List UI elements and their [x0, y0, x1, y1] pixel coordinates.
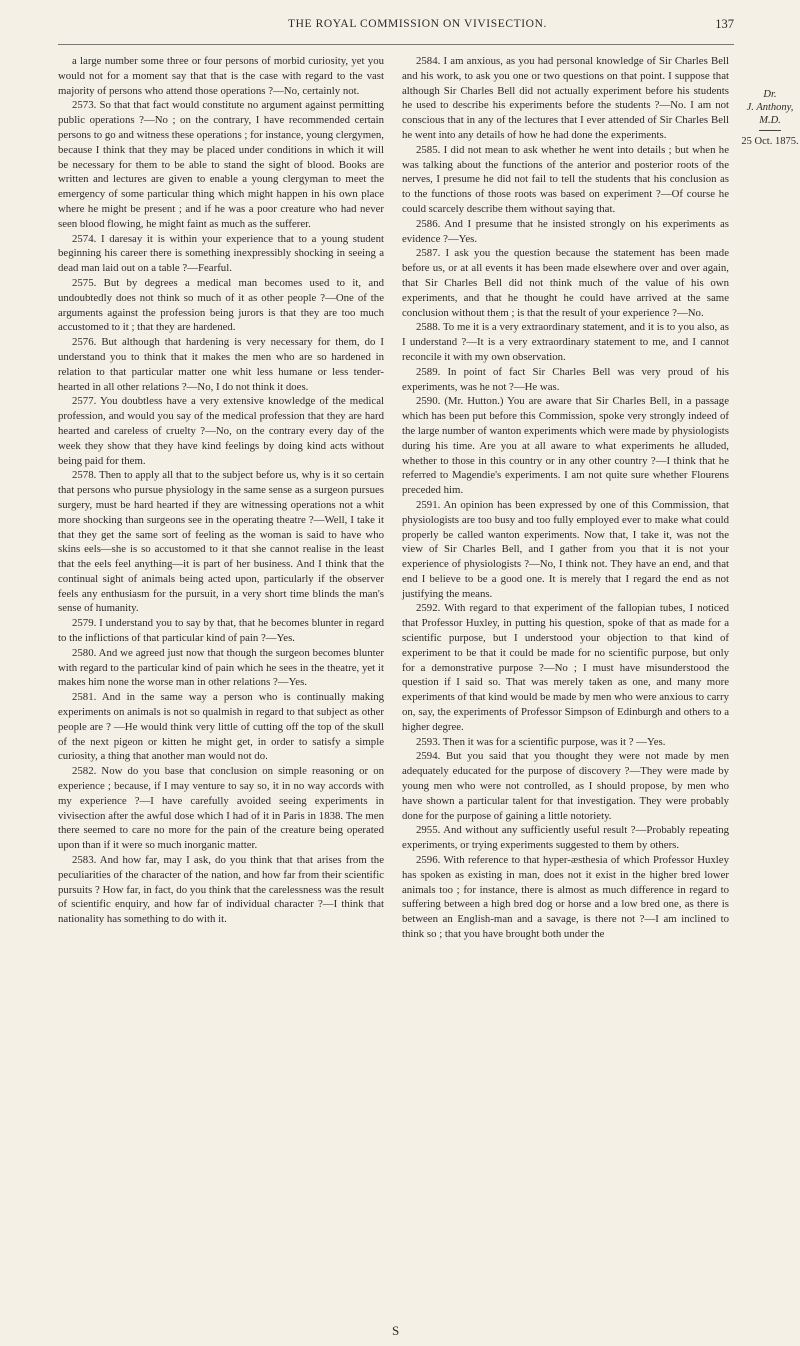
paragraph: 2588. To me it is a very extraordinary statement, and it is to you also, as I understand ?—It is a very extraordinary statement to me, and I cannot reconcile it with my own observation.: [402, 321, 729, 363]
paragraph: 2582. Now do you base that conclusion on simple reasoning or on experience ; because, if I may venture to say so, it in no way accords with my experience ?—I have carefully avoided seeing experiments in vivisection after the awful dose which I had of it in Paris in 1838. The men there seemed to care no more for the pain of the creature being operated upon than if it were so much inorganic matter.: [58, 765, 384, 852]
right-column: [402, 54, 729, 942]
paragraph: 2578. Then to apply all that to the subject before us, why is it so certain that persons who pursue physiology in the same sense as a surgeon pursues surgery, must be hard hearted if they are witnessing operations not a whit more shocking than surgeons see in the operating theatre ?—Well, I take it that they get the same sort of feeling as the woman is said to have who skins eels—she is so accustomed to it that she cannot realise in the least that the eels feel anything—it is part of her business. And I think that the continual sight of animals being acted upon, particularly if the observer feels any enthusiasm for the pursuit, in a very short time blinds the man's sense of humanity.: [58, 469, 384, 615]
paragraph: 2580. And we agreed just now that though the surgeon becomes blunter with regard to the particular kind of pain which he sees in the theatre, yet it makes him none the worse man in other relations ?—Yes.: [58, 646, 384, 689]
paragraph: 2579. I understand you to say by that, that he becomes blunter in regard to the inflictions of that particular kind of pain ?—Yes.: [58, 617, 384, 645]
paragraph: 2592. With regard to that experiment of the fallopian tubes, I noticed that Professor Huxley, in putting his question, spoke of that as made for a scientific purpose, but I understood your objection to that kind of experiment to be that it could be made for no scientific purpose, but only for a demonstrative purpose ?—No ; I must have misunderstood the question if I said so. That was merely taken as one, and many more experiments of that kind would be made by men who were anxious to carry on, say, the experiments of Professor Simpson of Edinburgh and others to a higher degree.: [402, 602, 729, 733]
witness-name: J. Anthony,: [746, 102, 794, 113]
signature-mark: S: [392, 1323, 400, 1338]
paragraph: 2574. I daresay it is within your experience that to a young student beginning his career there is something inexpressibly shocking in seeing a dead man laid out on a table ?—Fearful.: [58, 232, 384, 275]
paragraph: 2593. Then it was for a scientific purpose, was it ? —Yes.: [416, 735, 666, 748]
paragraph: 2591. An opinion has been expressed by one of this Commission, that physiologists are too busy and too fully employed ever to make what could properly be called wanton experiments. Now that, I take it, was not the view of Sir Charles Bell, and I gather from you that it is not your experience of physiologists ?—No, I think not. They have an end, and that end I believe to be a good one. It is merely that I regard the end as not justifying the means.: [402, 498, 729, 600]
paragraph: 2596. With reference to that hyper-æsthesia of which Professor Huxley has spoken as existing in man, does not it exist in the higher bred lower animals too ; for instance, there is almost as much difference in regard to suffering between a high bred dog or horse and a low bred one, as there is between an English-man and a savage, is there not ?—I am inclined to think so ; that you have brought both under the: [402, 854, 729, 941]
paragraph: 2577. You doubtless have a very extensive knowledge of the medical profession, and would you say of the medical profession that they are hard hearted and careless of cruelty ?—No, on the contrary every day of the week they show that they have kind feelings by doing kind acts without being paid for them.: [58, 395, 384, 467]
paragraph: 2585. I did not mean to ask whether he went into details ; but when he was talking about the functions of the anterior and posterior roots of the nerves, I presume he did not fail to tell the students that his conclusion as to the functions of those roots was based on experiment ?—Of course he could scarcely describe them without saying that.: [402, 143, 729, 215]
paragraph: 2586. And I presume that he insisted strongly on his experiments as evidence ?—Yes.: [402, 217, 729, 245]
paragraph: 2576. But although that hardening is very necessary for them, do I understand you to think that it makes the men who are so hardened in relation to that particular matter one whit less humane or less tender-hearted in all other relations ?—No, I do not think it does.: [58, 336, 384, 393]
paragraph: 2589. In point of fact Sir Charles Bell was very proud of his experiments, was he not ?—He was.: [402, 365, 729, 393]
running-head: THE ROYAL COMMISSION ON VIVISECTION.: [288, 18, 547, 30]
paragraph: 2587. I ask you the question because the statement has been made before us, or at all events it has been made elsewhere over and over again, that Sir Charles Bell did not think much of the value of his own experiments, and that he thought he could have arrived at the same conclusion without them ; is that the result of your experience ?—No.: [402, 247, 729, 319]
paragraph: 2581. And in the same way a person who is continually making experiments on animals is not so qualmish in regard to that subject as other people are ? —He would think very little of cutting off the top of the skull of the next pigeon or kitten he might get, in order to satisfy a simple curiosity, a thing that another man would not do.: [58, 691, 384, 763]
paragraph: 2590. (Mr. Hutton.) You are aware that Sir Charles Bell, in a passage which has been put before this Commission, spoke very strongly indeed of the large number of wanton experiments which were made by physiologists during his time. Are you at all aware to what experiments he alluded, whether to those in this country or in any other country ?—I think that he referred to Magendie's experiments. I am not quite sure whether Flourens preceded him.: [402, 395, 729, 497]
margin-rule: [759, 130, 781, 131]
witness-title: Dr.: [763, 89, 777, 100]
paragraph: 2573. So that that fact would constitute no argument against permitting public operations ?—No ; on the contrary, I have recommended certain persons to go and witness these operations ; for instance, young clergymen, because I think that they may be placed under conditions in which it will be necessary for them to be able to stand the sight of blood. Books are written and lectures are given to enable a young clergyman to meet the emergency of some particular thing which might happen in his own place where he might be present ; and if he was a poor creature who had never seen blood flowing, he might faint as much as the sufferer.: [58, 99, 384, 230]
witness-degree: M.D.: [759, 115, 781, 126]
paragraph: a large number some three or four persons of morbid curiosity, yet you would not for a moment say that that is the case with regard to the vast majority of persons who attend those operations ?—No, certainly not.: [58, 55, 384, 97]
page-header: [58, 0, 734, 45]
page-number: 137: [715, 17, 734, 31]
left-column: [58, 54, 384, 927]
paragraph: 2575. But by degrees a medical man becomes used to it, and undoubtedly does not think so much of it as other people ?—One of the arguments against the profession being jurors is that they are too much accustomed to it ; that they are hardened.: [58, 276, 384, 334]
paragraph: 2955. And without any sufficiently useful result ?—Probably repeating experiments, or trying experiments suggested to them by others.: [402, 824, 729, 852]
paragraph: 2583. And how far, may I ask, do you think that that arises from the peculiarities of the character of the nation, and how far from their scientific pursuits ? How far, in fact, do you think that the carelessness was the result of scientific enquiry, and how far of individual character ?—I think that nationality has something to do with it.: [58, 854, 384, 926]
witness-margin-note: [740, 88, 800, 148]
witness-date: 25 Oct. 1875.: [741, 136, 799, 147]
paragraph: 2594. But you said that you thought they were not made by men adequately educated for the purpose of discovery ?—They were made by young men who were not controlled, as I should propose, by men who have shown a particular talent for that investigation. They were probably done for the purpose of gaining a little notoriety.: [402, 750, 729, 822]
paragraph: 2584. I am anxious, as you had personal knowledge of Sir Charles Bell and his work, to ask you one or two questions on that point. I suppose that although Sir Charles Bell did not actually experiment before his students he used to describe his experiments before the students ?—No. I am not conscious that in any of the lectures that I ever attended of Sir Charles Bell he went into any details of how he had done the experiments.: [402, 55, 729, 141]
